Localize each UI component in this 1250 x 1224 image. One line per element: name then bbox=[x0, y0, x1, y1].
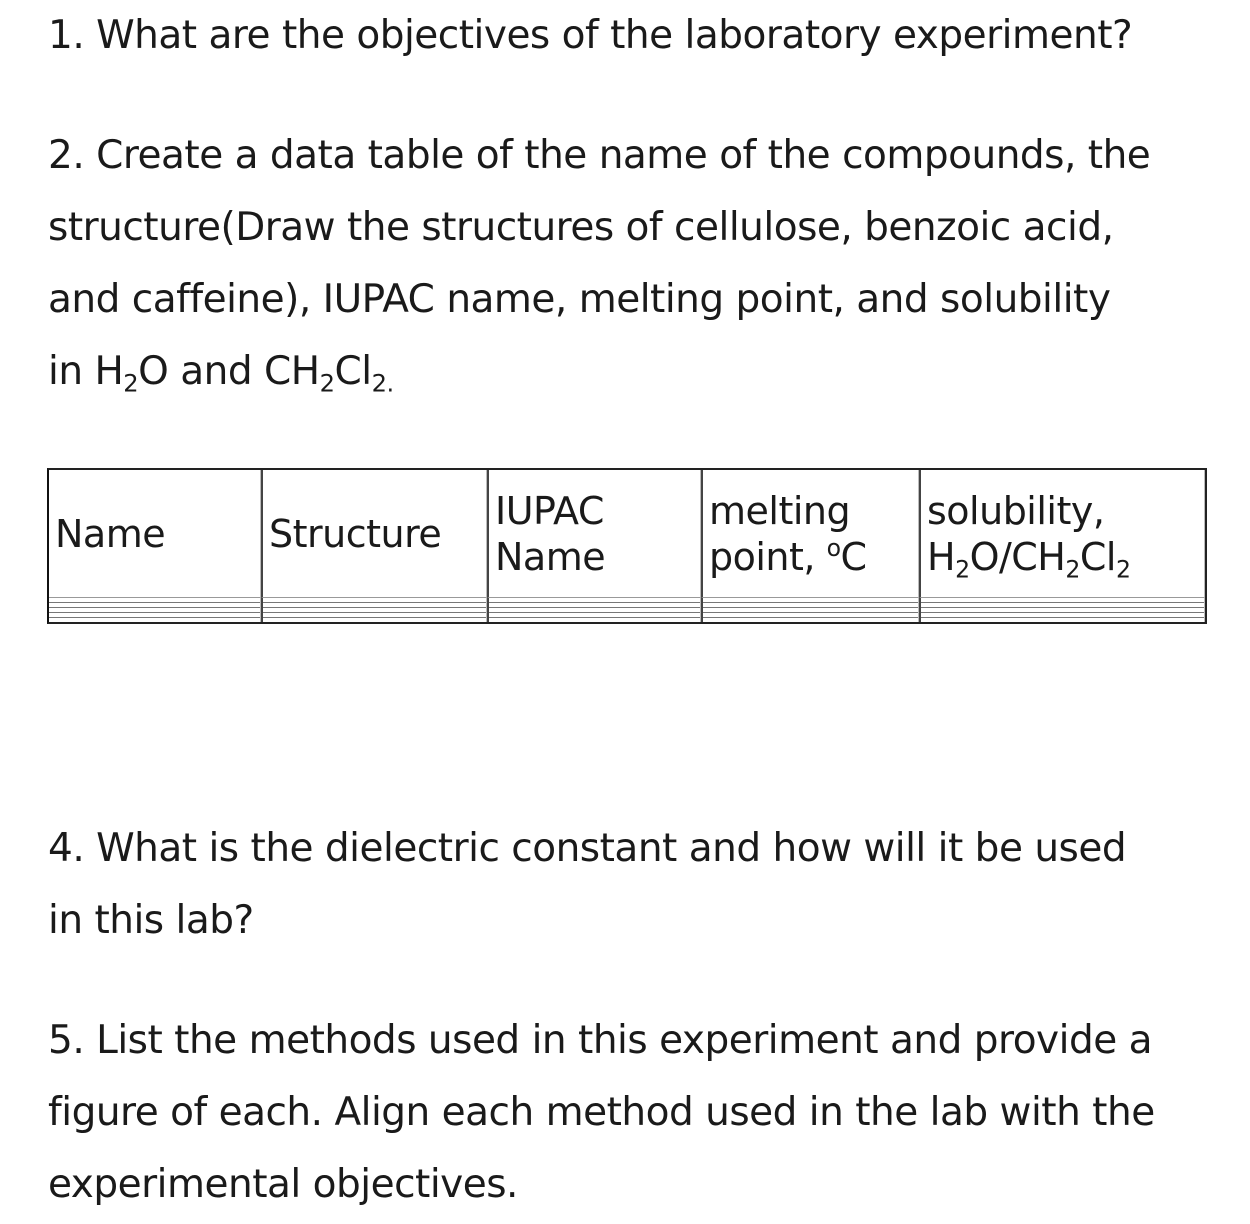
subscript: 2 bbox=[123, 369, 139, 398]
table-row bbox=[49, 598, 1205, 622]
question-1-text: 1. What are the objectives of the laboratory experiment? bbox=[48, 13, 1133, 58]
question-5-line-3: experimental objectives. bbox=[48, 1162, 518, 1207]
formula-cl: Cl bbox=[1079, 534, 1116, 579]
degree-symbol: o bbox=[826, 533, 841, 562]
header-solubility-line-1: solubility, bbox=[927, 488, 1105, 533]
table-cell bbox=[487, 598, 701, 622]
subscript: 2 bbox=[955, 555, 970, 584]
table-cell bbox=[919, 598, 1205, 622]
header-iupac-line-2: Name bbox=[495, 534, 606, 579]
header-structure-label: Structure bbox=[269, 511, 442, 556]
question-4 bbox=[48, 813, 1238, 957]
subscript: 2 bbox=[1065, 555, 1080, 584]
subscript: 2 bbox=[319, 369, 335, 398]
header-name bbox=[49, 470, 261, 598]
celsius-unit: C bbox=[840, 534, 867, 579]
question-4-line-2: in this lab? bbox=[48, 898, 254, 943]
subscript: 2 bbox=[1115, 555, 1131, 584]
table-cell bbox=[701, 598, 919, 622]
formula-cl: Cl bbox=[334, 349, 372, 394]
header-name-label: Name bbox=[55, 511, 166, 556]
header-iupac-line-1: IUPAC bbox=[495, 488, 604, 533]
question-5-line-2: figure of each. Align each method used in the lab with the bbox=[48, 1090, 1155, 1135]
formula-mid: O/CH bbox=[969, 534, 1066, 579]
header-structure bbox=[261, 470, 487, 598]
table-cell bbox=[49, 598, 261, 622]
table-cell bbox=[261, 598, 487, 622]
header-melting-line-2: point, bbox=[709, 534, 827, 579]
question-1 bbox=[48, 0, 1238, 72]
question-5-line-1: 5. List the methods used in this experiment and provide a bbox=[48, 1018, 1153, 1063]
header-melting-point bbox=[701, 470, 919, 598]
question-2-line-1: 2. Create a data table of the name of the compounds, the bbox=[48, 133, 1151, 178]
formula-prefix: in H bbox=[48, 349, 124, 394]
header-solubility bbox=[919, 470, 1205, 598]
question-4-line-1: 4. What is the dielectric constant and how will it be used bbox=[48, 826, 1127, 871]
question-2-line-2: structure(Draw the structures of cellulose, benzoic acid, bbox=[48, 205, 1114, 250]
header-iupac-name bbox=[487, 470, 701, 598]
formula-mid: O and CH bbox=[138, 349, 320, 394]
formula-h: H bbox=[927, 534, 956, 579]
question-2-line-3: and caffeine), IUPAC name, melting point, and solubility bbox=[48, 277, 1111, 322]
question-5 bbox=[48, 1005, 1238, 1221]
question-2-line-4 bbox=[48, 336, 1238, 408]
table-header-row bbox=[49, 470, 1205, 598]
data-table bbox=[47, 468, 1207, 624]
data-table-container bbox=[47, 468, 1207, 624]
subscript: 2. bbox=[371, 369, 394, 398]
header-melting-line-1: melting bbox=[709, 488, 851, 533]
question-2 bbox=[48, 120, 1238, 408]
